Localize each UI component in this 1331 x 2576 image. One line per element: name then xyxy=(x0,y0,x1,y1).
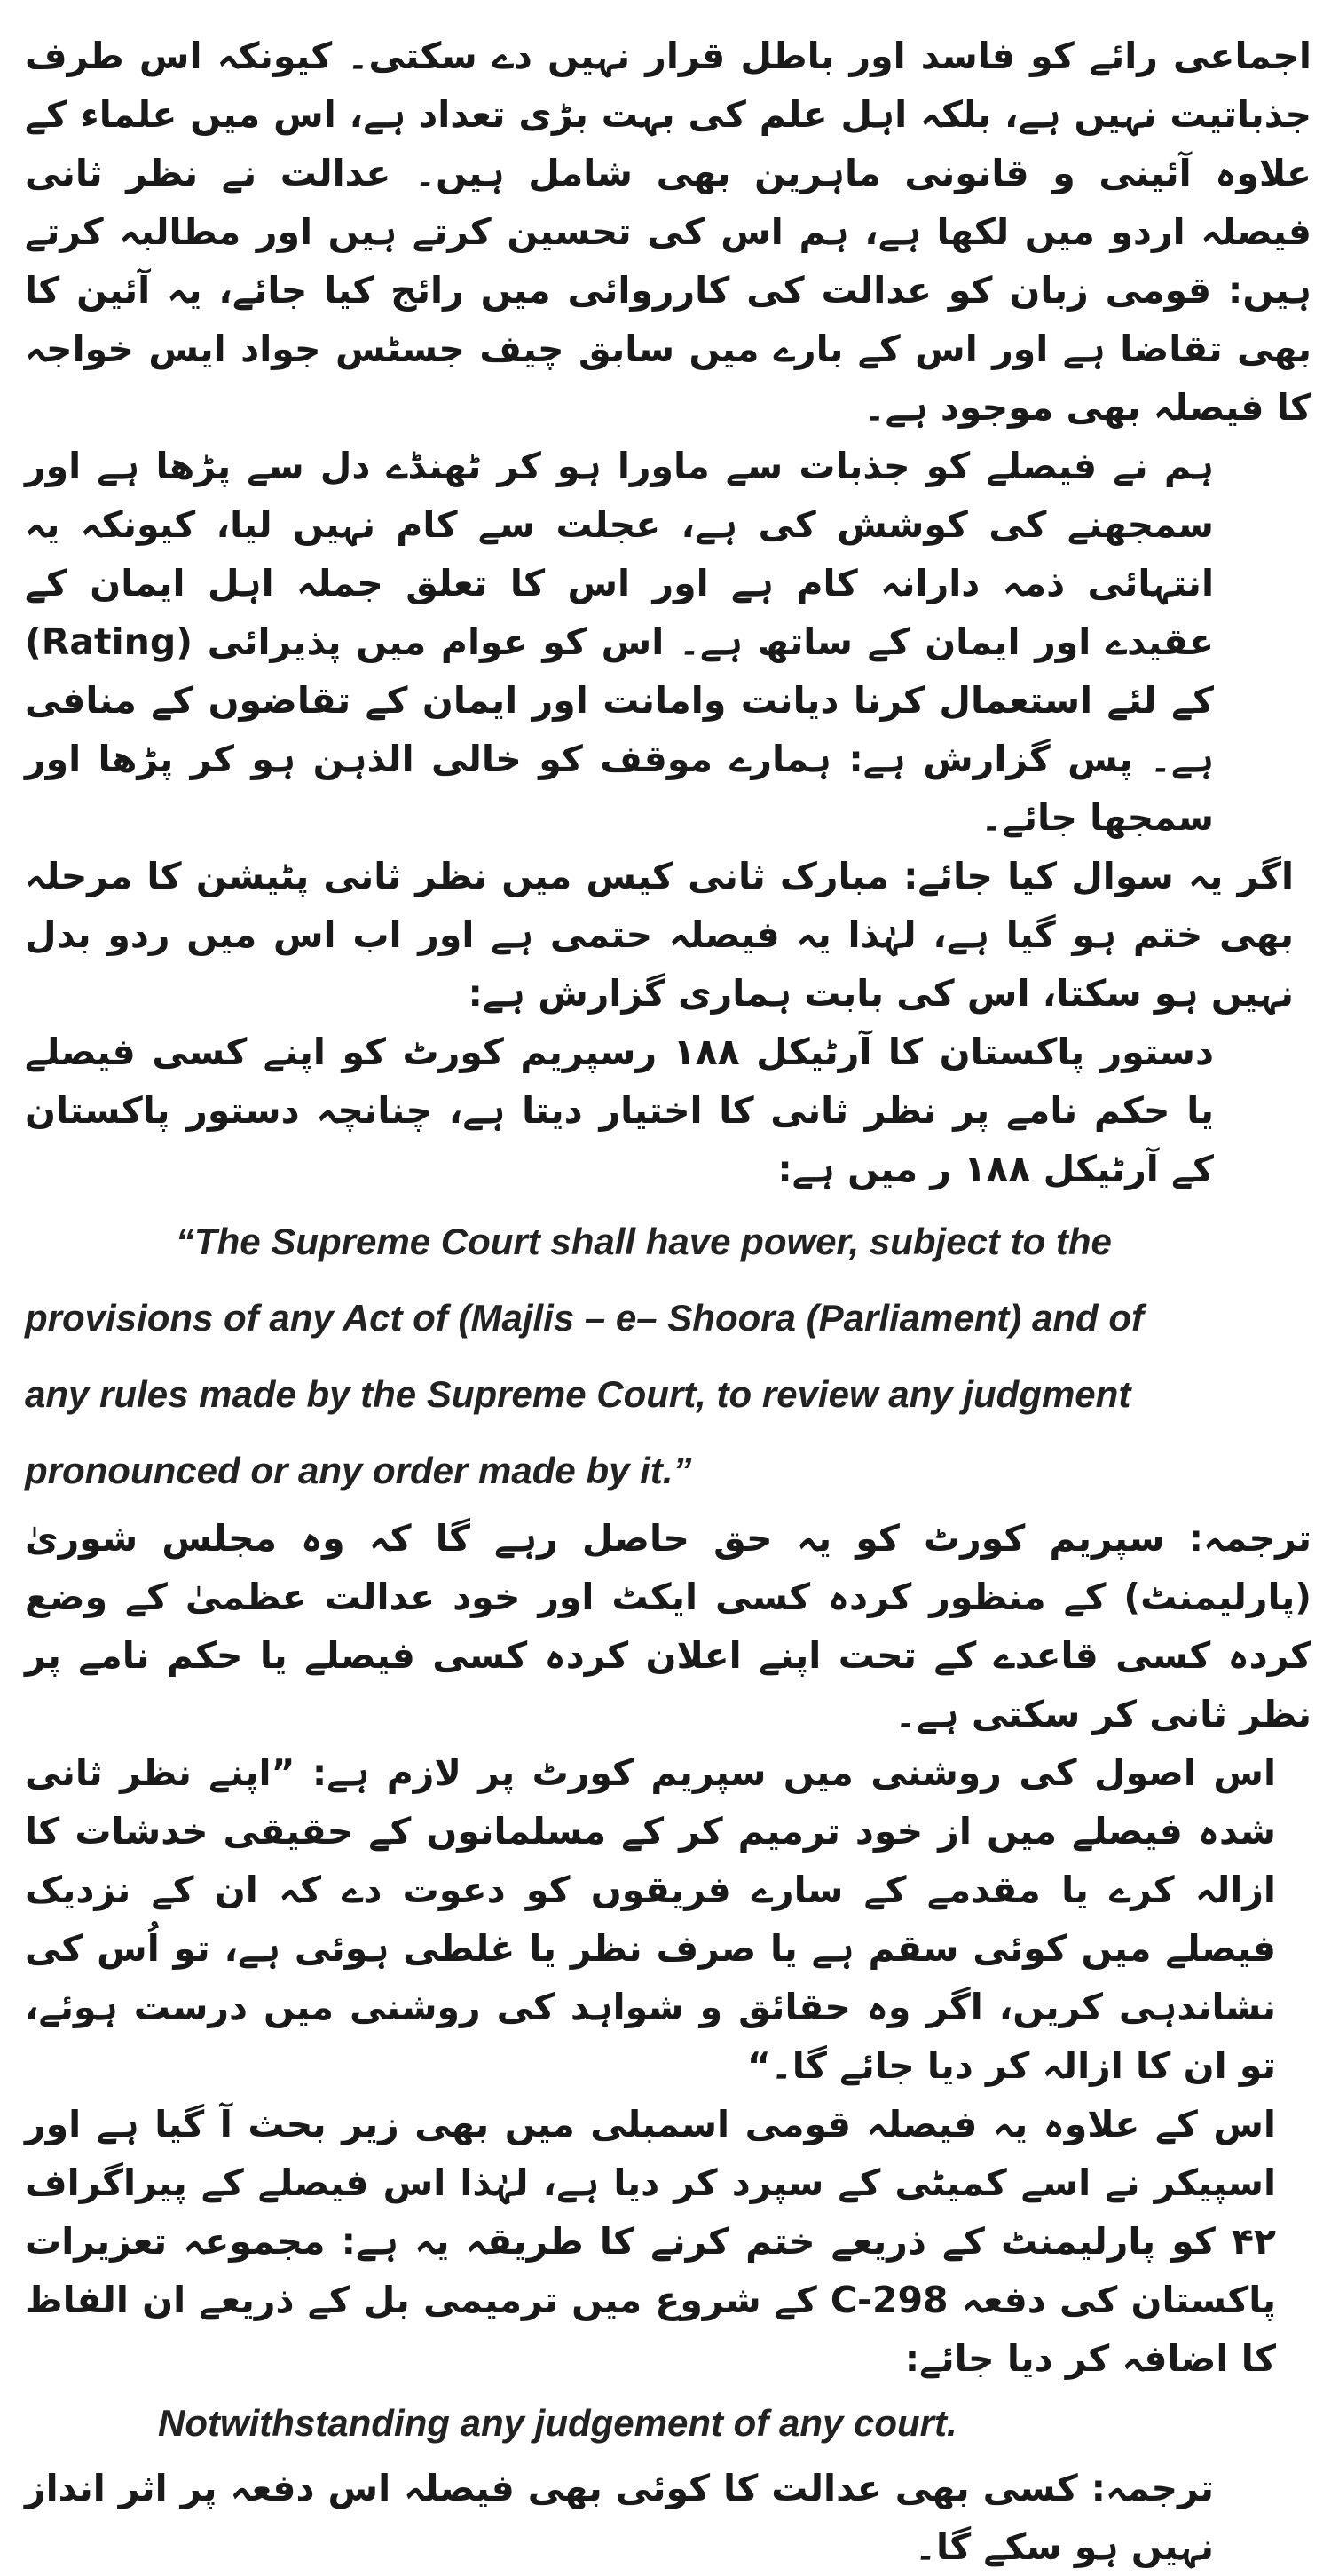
paragraph-court-obligation: اس اصول کی روشنی میں سپریم کورٹ پر لازم ہے: ”اپنے نظر ثانی شدہ فیصلے میں از خود ترمیم کر کے مسلمانوں کے حقیقی خدشات کا ازالہ کرے یا مقدمے کے سارے فریقوں کو دعوت دے کہ ان کے نزدیک فیصلے میں کوئی سقم ہے یا صرف نظر یا غلطی ہوئی ہے، تو اُس کی نشاندہی کریں، اگر وہ حقائق و شواہد کی روشنی میں درست ہوئے، تو ان کا ازالہ کر دیا جائے گا۔“ xyxy=(25,1751,1276,2087)
amendment-text: Notwithstanding any judgement of any court. xyxy=(158,2402,957,2444)
paragraph-consensus: اجماعی رائے کو فاسد اور باطل قرار نہیں دے سکتی۔ کیونکہ اس طرف جذباتیت نہیں ہے، بلکہ اہل علم کی بہت بڑی تعداد ہے، اس میں علماء کے علاوہ آئینی و قانونی ماہرین بھی شامل ہیں۔ عدالت نے نظر ثانی فیصلہ اردو میں لکھا ہے، ہم اس کی تحسین کرتے ہیں اور مطالبہ کرتے ہیں: قومی زبان کو عدالت کی کارروائی میں رائج کیا جائے، یہ آئین کا بھی تقاضا ہے اور اس کے بارے میں سابق چیف جسٹس جواد ایس خواجہ کا فیصلہ بھی موجود ہے۔ xyxy=(25,35,1311,429)
quote-line: “The Supreme Court shall have power, subject to the xyxy=(176,1221,1112,1262)
paragraph-review-question: اگر یہ سوال کیا جائے: مبارک ثانی کیس میں نظر ثانی پٹیشن کا مرحلہ بھی ختم ہو گیا ہے، لہٰذا یہ فیصلہ حتمی ہے اور اب اس میں ردو بدل نہیں ہو سکتا، اس کی بابت ہماری گزارش ہے: xyxy=(25,855,1294,1015)
quote-line: any rules made by the Supreme Court, to review any judgment xyxy=(25,1373,1131,1415)
quote-line: pronounced or any order made by it.” xyxy=(25,1450,692,1491)
article-188-quote xyxy=(25,1204,1311,1509)
paragraph-final-translation: ترجمہ: کسی بھی عدالت کا کوئی بھی فیصلہ اس دفعہ پر اثر انداز نہیں ہو سکے گا۔ xyxy=(25,2467,1214,2568)
paragraph-careful-reading: ہم نے فیصلے کو جذبات سے ماورا ہو کر ٹھنڈے دل سے پڑھا ہے اور سمجھنے کی کوشش کی ہے، عجلت سے کام نہیں لیا، کیونکہ یہ انتہائی ذمہ دارانہ کام ہے اور اس کا تعلق جملہ اہل ایمان کے عقیدے اور ایمان کے ساتھ ہے۔ اس کو عوام میں پذیرائی (Rating) کے لئے استعمال کرنا دیانت وامانت اور ایمان کے تقاضوں کے منافی ہے۔ پس گزارش ہے: ہمارے موقف کو خالی الذہن ہو کر پڑھا اور سمجھا جائے۔ xyxy=(25,445,1214,839)
paragraph-parliament-amendment: اس کے علاوہ یہ فیصلہ قومی اسمبلی میں بھی زیر بحث آ گیا ہے اور اسپیکر نے اسے کمیٹی کے سپرد کر دیا ہے، لہٰذا اس فیصلے کے پیراگراف ۴۲ کو پارلیمنٹ کے ذریعے ختم کرنے کا طریقہ یہ ہے: مجموعہ تعزیرات پاکستان کی دفعہ 298-C کے شروع میں ترمیمی بل کے ذریعے ان الفاظ کا اضافہ کر دیا جائے: xyxy=(25,2103,1276,2380)
paragraph-quote-translation: ترجمہ: سپریم کورٹ کو یہ حق حاصل رہے گا کہ وہ مجلس شوریٰ (پارلیمنٹ) کے منظور کردہ کسی ایکٹ اور خود عدالت عظمیٰ کے وضع کردہ کسی قاعدے کے تحت اپنے اعلان کردہ کسی فیصلے یا حکم نامے پر نظر ثانی کر سکتی ہے۔ xyxy=(25,1517,1311,1735)
document-page xyxy=(25,27,1311,2576)
paragraph-article-188: دستور پاکستان کا آرٹیکل ۱۸۸ رسپریم کورٹ کو اپنے کسی فیصلے یا حکم نامے پر نظر ثانی کا اختیار دیتا ہے، چنانچہ دستور پاکستان کے آرٹیکل ۱۸۸ ر میں ہے: xyxy=(25,1031,1215,1190)
quote-line: provisions of any Act of (Majlis – e– Shoora (Parliament) and of xyxy=(25,1297,1145,1339)
